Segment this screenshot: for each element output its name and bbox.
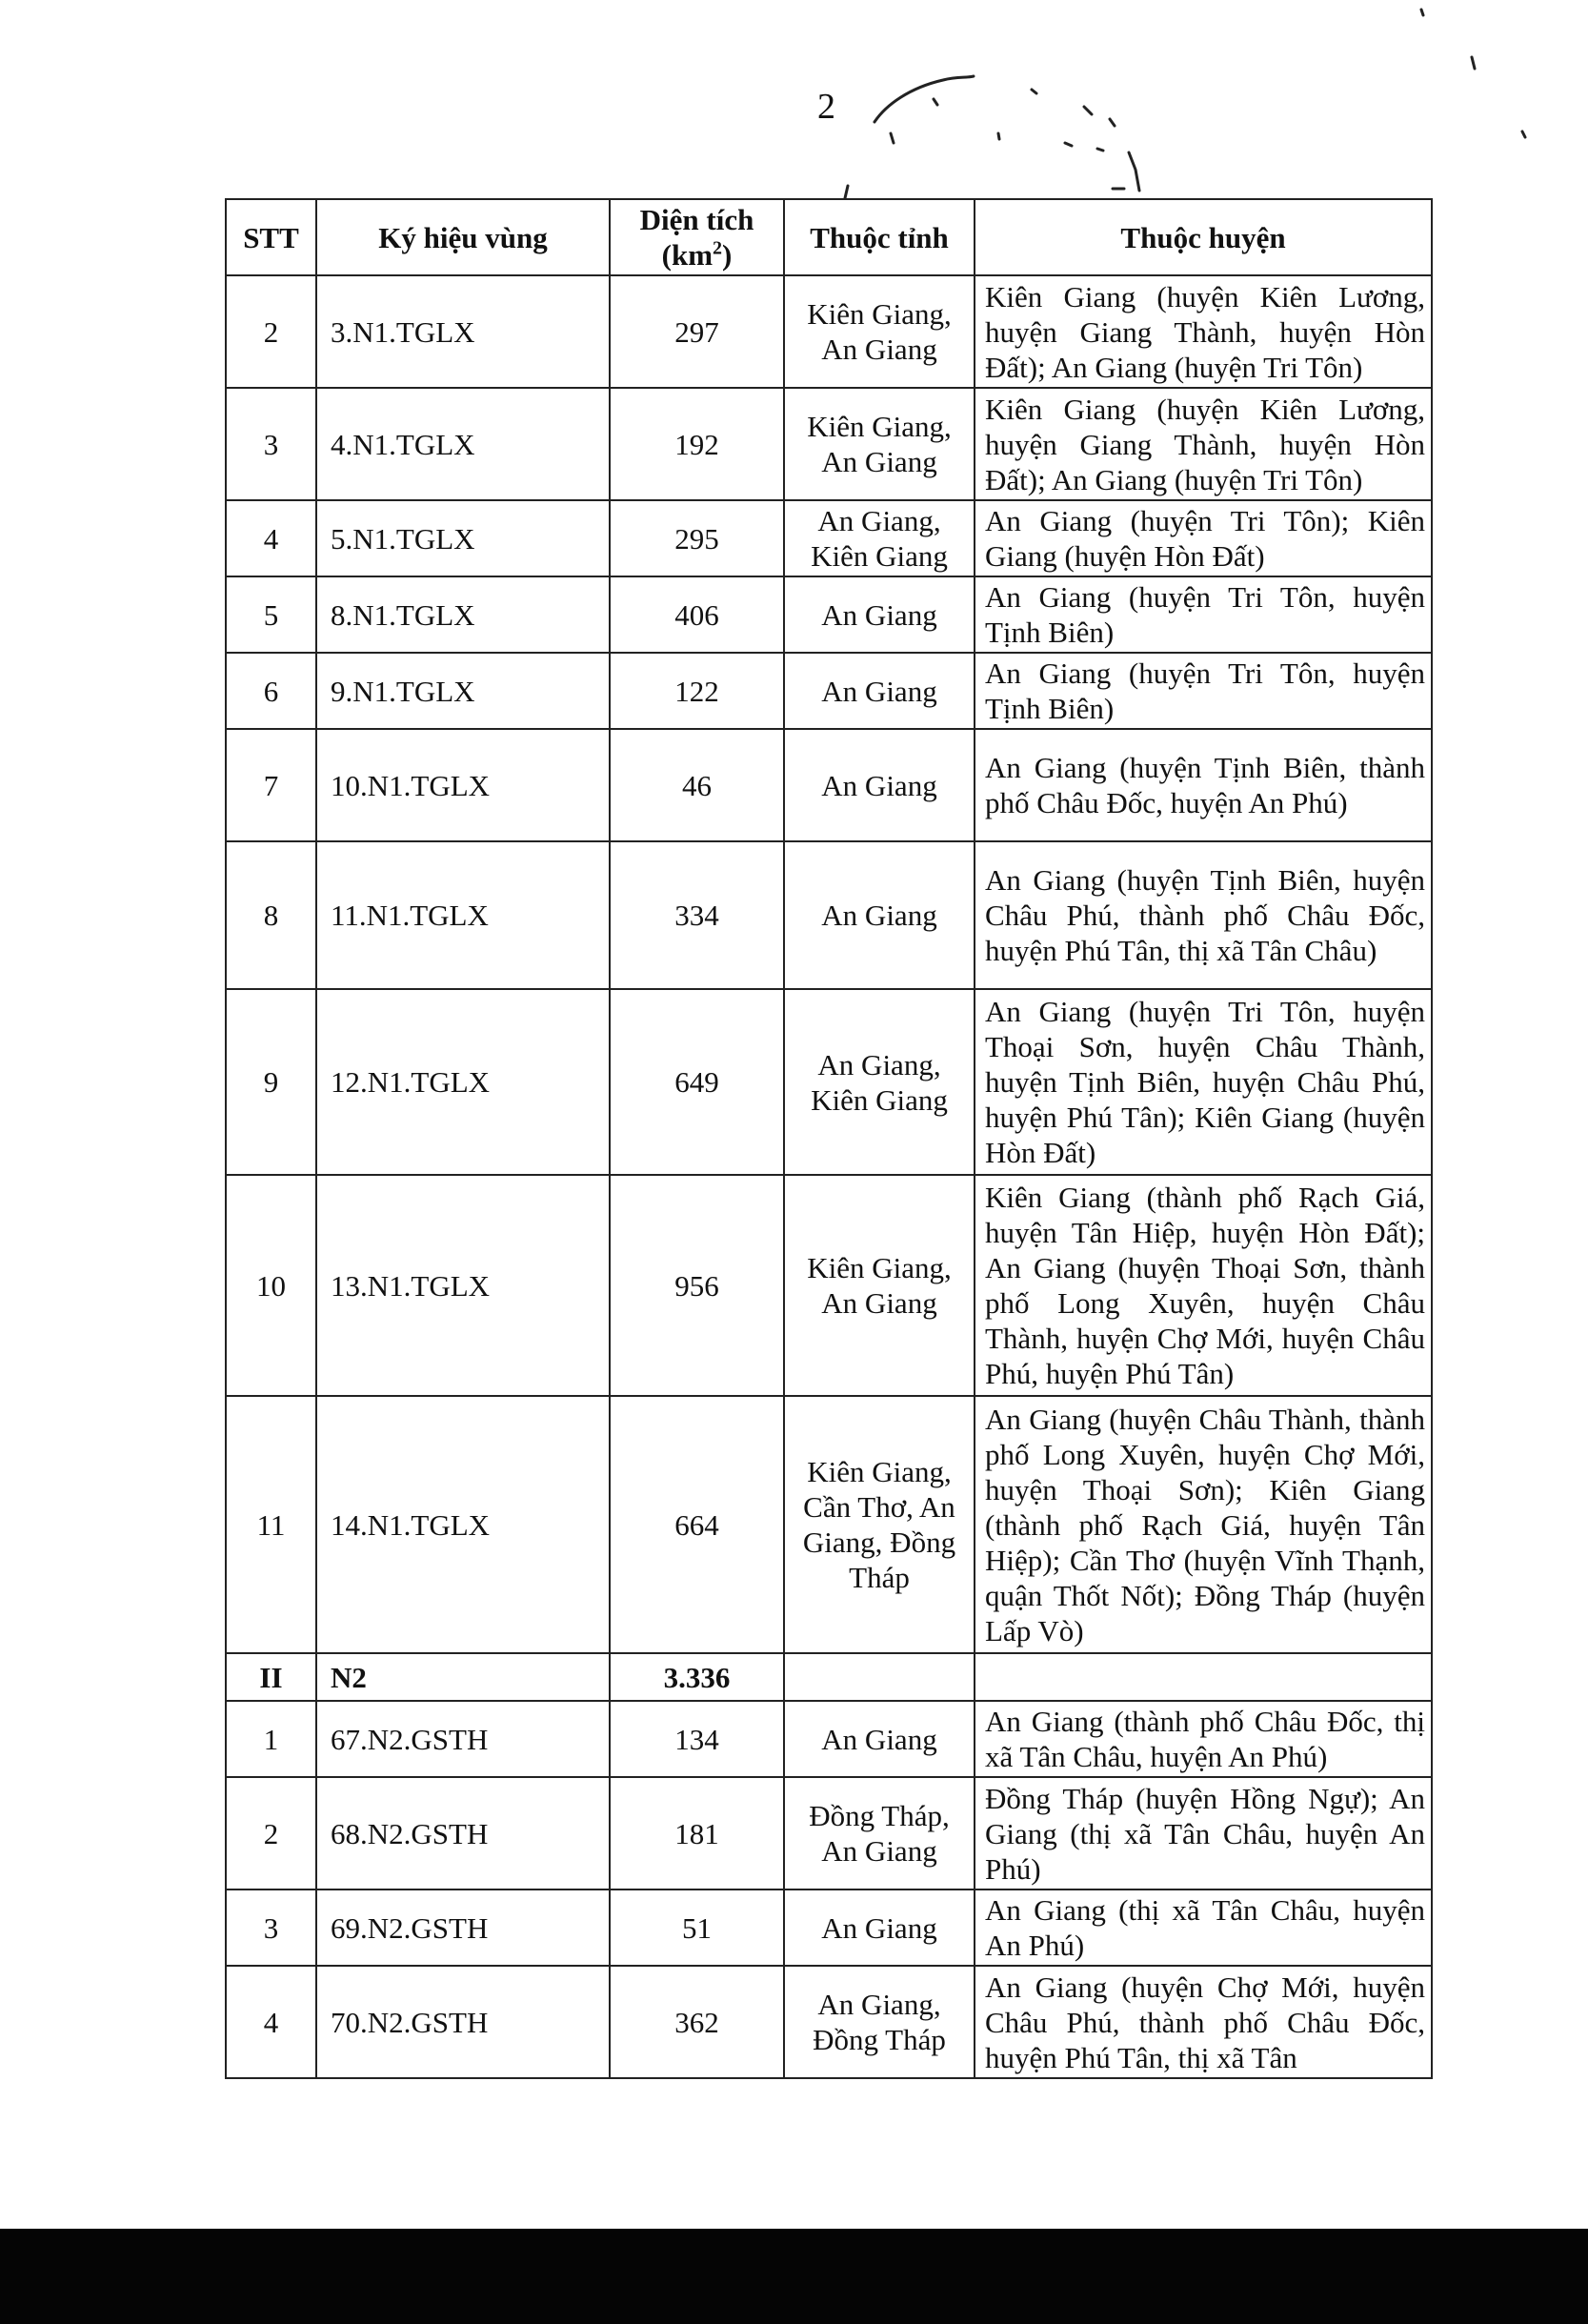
cell-province: An Giang, Kiên Giang: [784, 500, 975, 576]
cell-code: 9.N1.TGLX: [316, 653, 610, 729]
cell-province: An Giang: [784, 1701, 975, 1777]
cell-code: 70.N2.GSTH: [316, 1966, 610, 2078]
cell-province: Kiên Giang, An Giang: [784, 388, 975, 500]
cell-district: An Giang (thành phố Châu Đốc, thị xã Tân Châu, huyện An Phú): [975, 1701, 1432, 1777]
cell-stt: 6: [226, 653, 316, 729]
cell-district: An Giang (huyện Tri Tôn, huyện Thoại Sơn, huyện Châu Thành, huyện Tịnh Biên, huyện Châu Phú, huyện Phú Tân); Kiên Giang (huyện Hòn Đất): [975, 989, 1432, 1175]
cell-code: 68.N2.GSTH: [316, 1777, 610, 1890]
cell-area: 334: [610, 841, 784, 989]
cell-district: An Giang (huyện Tịnh Biên, huyện Châu Phú, thành phố Châu Đốc, huyện Phú Tân, thị xã Tân Châu): [975, 841, 1432, 989]
cell-stt: 2: [226, 275, 316, 388]
cell-stt: 5: [226, 576, 316, 653]
cell-code: 8.N1.TGLX: [316, 576, 610, 653]
cell-province: Kiên Giang, An Giang: [784, 1175, 975, 1396]
cell-district: Đồng Tháp (huyện Hồng Ngự); An Giang (thị xã Tân Châu, huyện An Phú): [975, 1777, 1432, 1890]
table-row: [226, 500, 1432, 576]
cell-stt: 1: [226, 1701, 316, 1777]
region-table: [225, 198, 1433, 2079]
cell-province: Đồng Tháp, An Giang: [784, 1777, 975, 1890]
cell-code: 11.N1.TGLX: [316, 841, 610, 989]
scan-bottom-border: [0, 2229, 1588, 2324]
table-row: [226, 989, 1432, 1175]
cell-district: An Giang (huyện Tri Tôn); Kiên Giang (huyện Hòn Đất): [975, 500, 1432, 576]
cell-province: An Giang: [784, 576, 975, 653]
cell-code: 69.N2.GSTH: [316, 1890, 610, 1966]
cell-district: An Giang (huyện Tịnh Biên, thành phố Châu Đốc, huyện An Phú): [975, 729, 1432, 841]
cell-stt: 9: [226, 989, 316, 1175]
table-row: [226, 653, 1432, 729]
cell-code: 10.N1.TGLX: [316, 729, 610, 841]
cell-province: Kiên Giang, Cần Thơ, An Giang, Đồng Tháp: [784, 1396, 975, 1653]
cell-province: An Giang: [784, 729, 975, 841]
cell-district: Kiên Giang (thành phố Rạch Giá, huyện Tân Hiệp, huyện Hòn Đất); An Giang (huyện Thoại Sơn, thành phố Long Xuyên, huyện Châu Thành, huyện Chợ Mới, huyện Châu Phú, huyện Phú Tân): [975, 1175, 1432, 1396]
cell-province: Kiên Giang, An Giang: [784, 275, 975, 388]
cell-district: An Giang (huyện Châu Thành, thành phố Long Xuyên, huyện Chợ Mới, huyện Thoại Sơn); Kiên Giang (thành phố Rạch Giá, huyện Tân Hiệp); Cần Thơ (huyện Vĩnh Thạnh, quận Thốt Nốt); Đồng Tháp (huyện Lấp Vò): [975, 1396, 1432, 1653]
cell-code: 67.N2.GSTH: [316, 1701, 610, 1777]
group-province-empty: [784, 1653, 975, 1701]
cell-code: 5.N1.TGLX: [316, 500, 610, 576]
cell-province: An Giang: [784, 1890, 975, 1966]
group-area: 3.336: [610, 1653, 784, 1701]
table-row: [226, 1777, 1432, 1890]
cell-district: Kiên Giang (huyện Kiên Lương, huyện Giang Thành, huyện Hòn Đất); An Giang (huyện Tri Tôn): [975, 388, 1432, 500]
table-row: [226, 729, 1432, 841]
region-table-container: [225, 198, 1431, 2079]
cell-area: 664: [610, 1396, 784, 1653]
table-row: [226, 388, 1432, 500]
cell-area: 406: [610, 576, 784, 653]
cell-stt: 3: [226, 1890, 316, 1966]
cell-stt: 4: [226, 1966, 316, 2078]
cell-area: 192: [610, 388, 784, 500]
cell-province: An Giang: [784, 653, 975, 729]
cell-area: 122: [610, 653, 784, 729]
table-row: [226, 1396, 1432, 1653]
page-number: 2: [817, 87, 835, 127]
cell-area: 46: [610, 729, 784, 841]
cell-code: 13.N1.TGLX: [316, 1175, 610, 1396]
cell-province: An Giang, Đồng Tháp: [784, 1966, 975, 2078]
cell-area: 362: [610, 1966, 784, 2078]
table-header-row: [226, 199, 1432, 275]
table-row: [226, 1175, 1432, 1396]
cell-area: 956: [610, 1175, 784, 1396]
cell-area: 297: [610, 275, 784, 388]
header-area-label: Diện tích: [639, 203, 754, 236]
header-province: Thuộc tỉnh: [784, 199, 975, 275]
header-area-unit-base: (km: [661, 238, 714, 272]
cell-district: An Giang (thị xã Tân Châu, huyện An Phú): [975, 1890, 1432, 1966]
cell-stt: 8: [226, 841, 316, 989]
cell-code: 3.N1.TGLX: [316, 275, 610, 388]
cell-district: An Giang (huyện Tri Tôn, huyện Tịnh Biên): [975, 576, 1432, 653]
group-district-empty: [975, 1653, 1432, 1701]
cell-district: An Giang (huyện Tri Tôn, huyện Tịnh Biên): [975, 653, 1432, 729]
cell-area: 295: [610, 500, 784, 576]
cell-area: 134: [610, 1701, 784, 1777]
group-code: N2: [316, 1653, 610, 1701]
cell-province: An Giang: [784, 841, 975, 989]
header-area: [610, 199, 784, 275]
header-area-unit-exp: 2: [713, 237, 723, 259]
cell-code: 12.N1.TGLX: [316, 989, 610, 1175]
cell-area: 181: [610, 1777, 784, 1890]
header-area-unit-close: ): [722, 238, 733, 272]
cell-stt: 2: [226, 1777, 316, 1890]
table-row: [226, 1701, 1432, 1777]
cell-stt: 10: [226, 1175, 316, 1396]
header-code: Ký hiệu vùng: [316, 199, 610, 275]
header-stt: STT: [226, 199, 316, 275]
cell-province: An Giang, Kiên Giang: [784, 989, 975, 1175]
cell-district: An Giang (huyện Chợ Mới, huyện Châu Phú, thành phố Châu Đốc, huyện Phú Tân, thị xã Tân: [975, 1966, 1432, 2078]
table-row: [226, 576, 1432, 653]
header-district: Thuộc huyện: [975, 199, 1432, 275]
cell-district: Kiên Giang (huyện Kiên Lương, huyện Giang Thành, huyện Hòn Đất); An Giang (huyện Tri Tôn): [975, 275, 1432, 388]
table-row: [226, 1890, 1432, 1966]
cell-stt: 7: [226, 729, 316, 841]
group-stt: II: [226, 1653, 316, 1701]
cell-code: 14.N1.TGLX: [316, 1396, 610, 1653]
cell-stt: 11: [226, 1396, 316, 1653]
table-row: [226, 841, 1432, 989]
cell-stt: 3: [226, 388, 316, 500]
cell-stt: 4: [226, 500, 316, 576]
cell-code: 4.N1.TGLX: [316, 388, 610, 500]
table-row: [226, 1966, 1432, 2078]
cell-area: 649: [610, 989, 784, 1175]
cell-area: 51: [610, 1890, 784, 1966]
group-row: [226, 1653, 1432, 1701]
table-row: [226, 275, 1432, 388]
